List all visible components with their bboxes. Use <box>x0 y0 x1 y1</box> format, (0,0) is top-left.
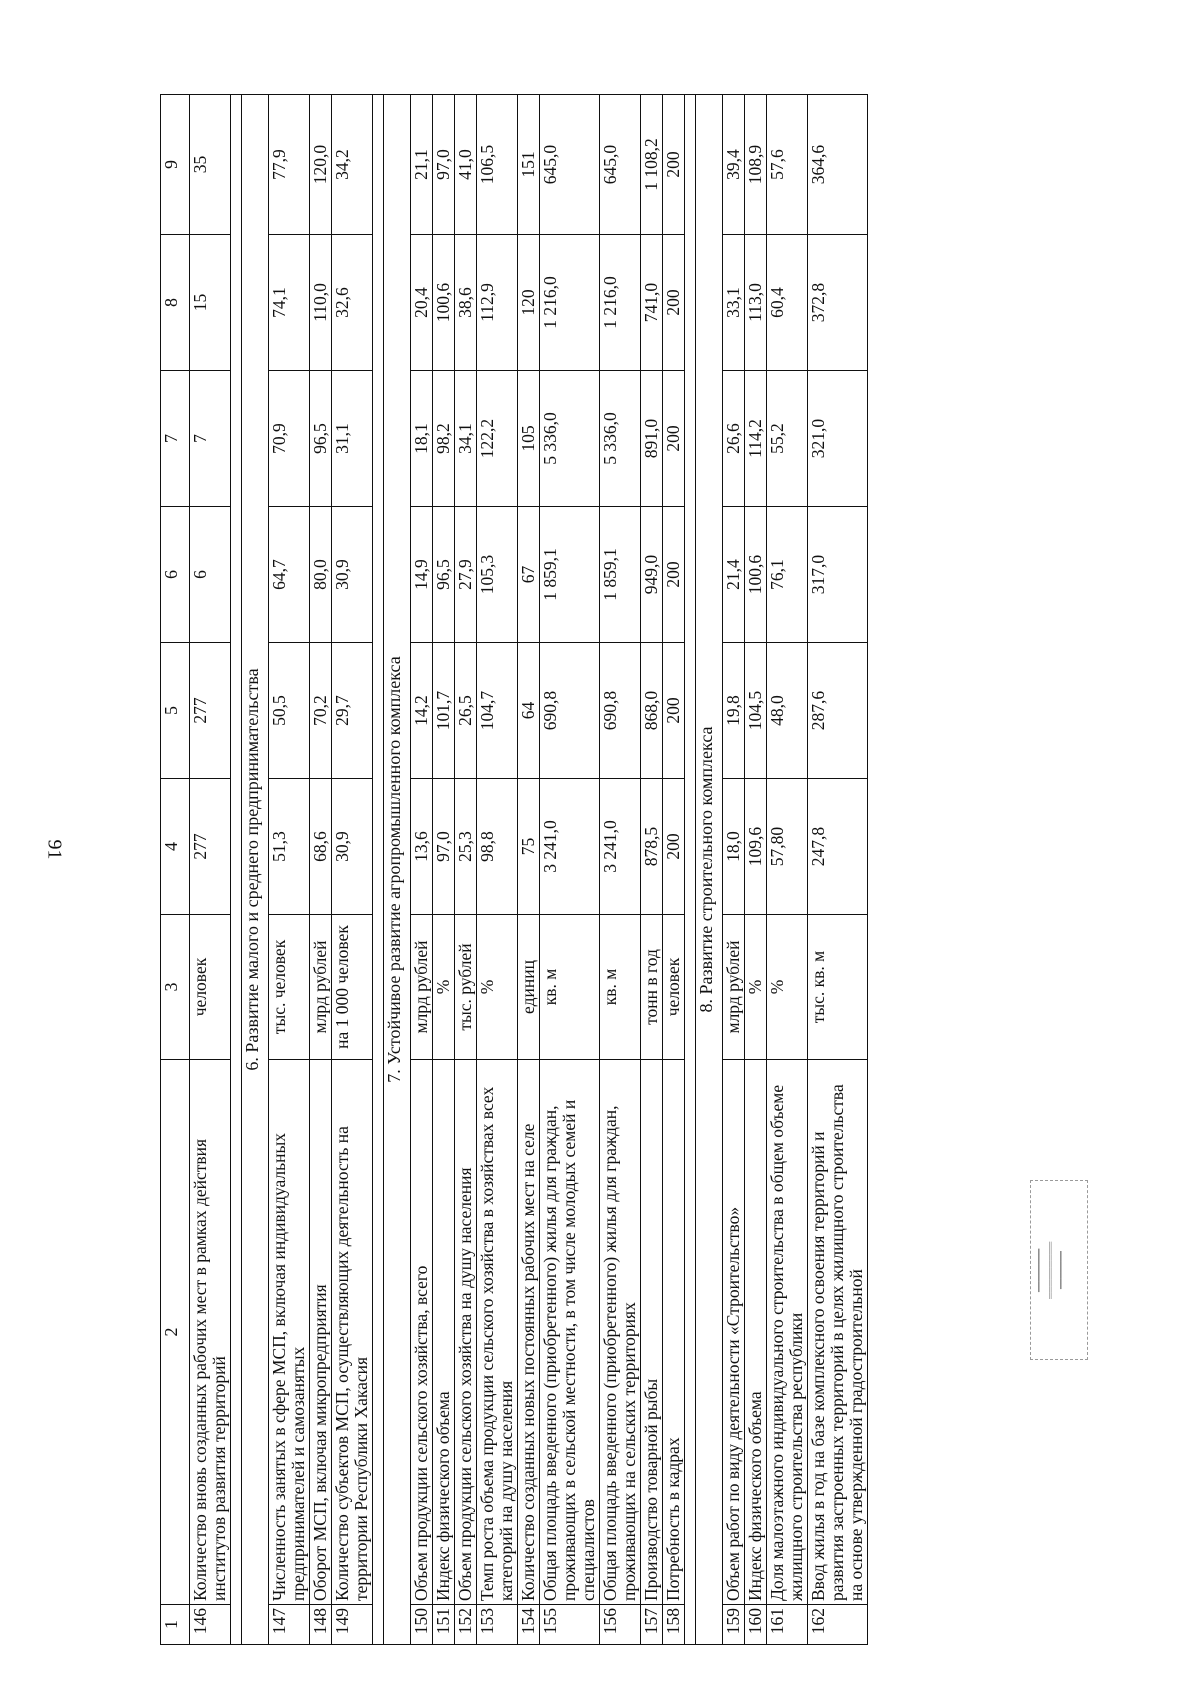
value-cell: 113,0 <box>745 235 767 371</box>
table-row <box>477 95 518 1645</box>
value-cell: 18,0 <box>723 779 745 915</box>
column-header-row <box>161 95 190 1645</box>
value-cell: 74,1 <box>269 235 310 371</box>
value-cell: 3 241,0 <box>540 779 600 915</box>
value-cell: 77,9 <box>269 95 310 235</box>
value-cell: 26,5 <box>455 643 477 779</box>
unit-cell: тыс. человек <box>269 915 310 1060</box>
value-cell: 27,9 <box>455 507 477 643</box>
unit-cell: тыс. рублей <box>455 915 477 1060</box>
unit-cell: человек <box>663 915 685 1060</box>
value-cell: 104,7 <box>477 643 518 779</box>
indicator-name: Количество вновь созданных рабочих мест в рамках действия институтов развития территорий <box>190 1060 231 1605</box>
value-cell: 97,0 <box>433 779 455 915</box>
row-number: 152 <box>455 1605 477 1645</box>
row-number: 149 <box>332 1605 373 1645</box>
row-number: 158 <box>663 1605 685 1645</box>
value-cell: 64,7 <box>269 507 310 643</box>
indicator-name: Общая площадь введенного (приобретенного) жилья для граждан, проживающих на сельских территориях <box>600 1060 641 1605</box>
value-cell: 34,1 <box>455 371 477 507</box>
indicator-name: Общая площадь введенного (приобретенного) жилья для граждан, проживающих в сельской местности, в том числе молодых семей и специалистов <box>540 1060 600 1605</box>
rotated-page <box>160 95 1150 1645</box>
column-header-6: 6 <box>161 507 190 643</box>
value-cell: 5 336,0 <box>600 371 641 507</box>
row-number: 156 <box>600 1605 641 1645</box>
unit-cell: кв. м <box>540 915 600 1060</box>
table-row <box>641 95 663 1645</box>
value-cell: 364,6 <box>808 95 868 235</box>
value-cell: 98,2 <box>433 371 455 507</box>
value-cell: 67 <box>518 507 540 643</box>
value-cell: 949,0 <box>641 507 663 643</box>
value-cell: 114,2 <box>745 371 767 507</box>
value-cell: 13,6 <box>411 779 433 915</box>
value-cell: 70,2 <box>310 643 332 779</box>
indicator-name: Объем работ по виду деятельности «Строительство» <box>723 1060 745 1605</box>
indicator-name: Индекс физического объема <box>433 1060 455 1605</box>
table-gap-row <box>231 95 242 1645</box>
unit-cell: человек <box>190 915 231 1060</box>
value-cell: 1 216,0 <box>600 235 641 371</box>
indicator-name: Оборот МСП, включая микропредприятия <box>310 1060 332 1605</box>
value-cell: 35 <box>190 95 231 235</box>
value-cell: 51,3 <box>269 779 310 915</box>
table-row <box>808 95 868 1645</box>
value-cell: 321,0 <box>808 371 868 507</box>
value-cell: 101,7 <box>433 643 455 779</box>
row-number: 157 <box>641 1605 663 1645</box>
value-cell: 97,0 <box>433 95 455 235</box>
value-cell: 100,6 <box>745 507 767 643</box>
value-cell: 690,8 <box>600 643 641 779</box>
indicator-name: Доля малоэтажного индивидуального строительства в общем объеме жилищного строительства республики <box>767 1060 808 1605</box>
value-cell: 104,5 <box>745 643 767 779</box>
unit-cell: единиц <box>518 915 540 1060</box>
table-row <box>190 95 231 1645</box>
value-cell: 57,6 <box>767 95 808 235</box>
indicator-name: Численность занятых в сфере МСП, включая индивидуальных предпринимателей и самозанятых <box>269 1060 310 1605</box>
value-cell: 690,8 <box>540 643 600 779</box>
row-number: 147 <box>269 1605 310 1645</box>
document-stamp <box>1030 1180 1088 1360</box>
gap-cell <box>685 95 696 1645</box>
column-header-4: 4 <box>161 779 190 915</box>
value-cell: 32,6 <box>332 235 373 371</box>
column-header-8: 8 <box>161 235 190 371</box>
section-title: 7. Устойчивое развитие агропромышленного комплекса <box>384 95 411 1645</box>
table-row <box>332 95 373 1645</box>
value-cell: 68,6 <box>310 779 332 915</box>
table-row <box>269 95 310 1645</box>
value-cell: 55,2 <box>767 371 808 507</box>
unit-cell: кв. м <box>600 915 641 1060</box>
table-row <box>518 95 540 1645</box>
value-cell: 1 216,0 <box>540 235 600 371</box>
section-title: 6. Развитие малого и среднего предпринимательства <box>242 95 269 1645</box>
unit-cell: тонн в год <box>641 915 663 1060</box>
value-cell: 200 <box>663 235 685 371</box>
value-cell: 1 859,1 <box>600 507 641 643</box>
value-cell: 317,0 <box>808 507 868 643</box>
section-title: 8. Развитие строительного комплекса <box>696 95 723 1645</box>
value-cell: 30,9 <box>332 507 373 643</box>
value-cell: 30,9 <box>332 779 373 915</box>
gap-cell <box>373 95 384 1645</box>
value-cell: 14,9 <box>411 507 433 643</box>
value-cell: 120 <box>518 235 540 371</box>
column-header-1: 1 <box>161 1605 190 1645</box>
value-cell: 105 <box>518 371 540 507</box>
value-cell: 106,5 <box>477 95 518 235</box>
value-cell: 247,8 <box>808 779 868 915</box>
unit-cell: млрд рублей <box>310 915 332 1060</box>
row-number: 148 <box>310 1605 332 1645</box>
value-cell: 21,1 <box>411 95 433 235</box>
value-cell: 5 336,0 <box>540 371 600 507</box>
table-row <box>310 95 332 1645</box>
unit-cell: тыс. кв. м <box>808 915 868 1060</box>
row-number: 155 <box>540 1605 600 1645</box>
value-cell: 277 <box>190 643 231 779</box>
unit-cell: % <box>477 915 518 1060</box>
table-row <box>455 95 477 1645</box>
indicators-table <box>160 94 868 1645</box>
column-header-3: 3 <box>161 915 190 1060</box>
row-number: 150 <box>411 1605 433 1645</box>
table-row <box>433 95 455 1645</box>
value-cell: 21,4 <box>723 507 745 643</box>
indicator-name: Темп роста объема продукции сельского хозяйства в хозяйствах всех категорий на душу населения <box>477 1060 518 1605</box>
indicator-name: Потребность в кадрах <box>663 1060 685 1605</box>
table-row <box>767 95 808 1645</box>
value-cell: 6 <box>190 507 231 643</box>
gap-cell <box>231 95 242 1645</box>
table-row <box>540 95 600 1645</box>
value-cell: 878,5 <box>641 779 663 915</box>
value-cell: 122,2 <box>477 371 518 507</box>
column-header-7: 7 <box>161 371 190 507</box>
table-row <box>600 95 641 1645</box>
value-cell: 80,0 <box>310 507 332 643</box>
row-number: 162 <box>808 1605 868 1645</box>
unit-cell: на 1 000 человек <box>332 915 373 1060</box>
value-cell: 15 <box>190 235 231 371</box>
value-cell: 29,7 <box>332 643 373 779</box>
section-header-row <box>696 95 723 1645</box>
value-cell: 110,0 <box>310 235 332 371</box>
value-cell: 96,5 <box>310 371 332 507</box>
indicator-name: Индекс физического объема <box>745 1060 767 1605</box>
section-header-row <box>242 95 269 1645</box>
column-header-5: 5 <box>161 643 190 779</box>
value-cell: 75 <box>518 779 540 915</box>
row-number: 146 <box>190 1605 231 1645</box>
value-cell: 18,1 <box>411 371 433 507</box>
value-cell: 50,5 <box>269 643 310 779</box>
unit-cell: млрд рублей <box>411 915 433 1060</box>
unit-cell: млрд рублей <box>723 915 745 1060</box>
value-cell: 200 <box>663 95 685 235</box>
indicator-name: Объем продукции сельского хозяйства, всего <box>411 1060 433 1605</box>
value-cell: 105,3 <box>477 507 518 643</box>
value-cell: 109,6 <box>745 779 767 915</box>
indicator-name: Производство товарной рыбы <box>641 1060 663 1605</box>
page-number: 91 <box>43 839 66 860</box>
value-cell: 1 108,2 <box>641 95 663 235</box>
value-cell: 20,4 <box>411 235 433 371</box>
value-cell: 14,2 <box>411 643 433 779</box>
value-cell: 108,9 <box>745 95 767 235</box>
value-cell: 48,0 <box>767 643 808 779</box>
value-cell: 868,0 <box>641 643 663 779</box>
value-cell: 287,6 <box>808 643 868 779</box>
value-cell: 200 <box>663 507 685 643</box>
value-cell: 96,5 <box>433 507 455 643</box>
table-gap-row <box>685 95 696 1645</box>
value-cell: 3 241,0 <box>600 779 641 915</box>
value-cell: 60,4 <box>767 235 808 371</box>
value-cell: 25,3 <box>455 779 477 915</box>
indicator-name: Объем продукции сельского хозяйства на душу населения <box>455 1060 477 1605</box>
value-cell: 645,0 <box>540 95 600 235</box>
table-gap-row <box>373 95 384 1645</box>
unit-cell: % <box>767 915 808 1060</box>
value-cell: 645,0 <box>600 95 641 235</box>
unit-cell: % <box>745 915 767 1060</box>
value-cell: 76,1 <box>767 507 808 643</box>
value-cell: 39,4 <box>723 95 745 235</box>
value-cell: 41,0 <box>455 95 477 235</box>
value-cell: 98,8 <box>477 779 518 915</box>
value-cell: 34,2 <box>332 95 373 235</box>
row-number: 161 <box>767 1605 808 1645</box>
table-row <box>745 95 767 1645</box>
indicator-name: Количество субъектов МСП, осуществляющих деятельность на территории Республики Хакасия <box>332 1060 373 1605</box>
value-cell: 100,6 <box>433 235 455 371</box>
value-cell: 372,8 <box>808 235 868 371</box>
value-cell: 120,0 <box>310 95 332 235</box>
column-header-9: 9 <box>161 95 190 235</box>
unit-cell: % <box>433 915 455 1060</box>
row-number: 153 <box>477 1605 518 1645</box>
value-cell: 38,6 <box>455 235 477 371</box>
value-cell: 741,0 <box>641 235 663 371</box>
indicator-name: Количество созданных новых постоянных рабочих мест на селе <box>518 1060 540 1605</box>
value-cell: 151 <box>518 95 540 235</box>
row-number: 151 <box>433 1605 455 1645</box>
value-cell: 70,9 <box>269 371 310 507</box>
value-cell: 64 <box>518 643 540 779</box>
value-cell: 19,8 <box>723 643 745 779</box>
column-header-2: 2 <box>161 1060 190 1605</box>
value-cell: 57,80 <box>767 779 808 915</box>
value-cell: 200 <box>663 371 685 507</box>
value-cell: 112,9 <box>477 235 518 371</box>
value-cell: 26,6 <box>723 371 745 507</box>
table-row <box>723 95 745 1645</box>
indicator-name: Ввод жилья в год на базе комплексного освоения территорий и развития застроенных территорий в целях жилищного строительства на основе утвержденной градостроительной <box>808 1060 868 1605</box>
table-row <box>411 95 433 1645</box>
row-number: 160 <box>745 1605 767 1645</box>
value-cell: 891,0 <box>641 371 663 507</box>
table-body <box>190 95 868 1645</box>
row-number: 159 <box>723 1605 745 1645</box>
value-cell: 33,1 <box>723 235 745 371</box>
stamp-lines: ━━━━━━━━ ═════════ ━━━━━━━ <box>1034 1241 1066 1299</box>
row-number: 154 <box>518 1605 540 1645</box>
value-cell: 7 <box>190 371 231 507</box>
section-header-row <box>384 95 411 1645</box>
value-cell: 277 <box>190 779 231 915</box>
value-cell: 200 <box>663 779 685 915</box>
value-cell: 200 <box>663 643 685 779</box>
value-cell: 31,1 <box>332 371 373 507</box>
table-row <box>663 95 685 1645</box>
value-cell: 1 859,1 <box>540 507 600 643</box>
